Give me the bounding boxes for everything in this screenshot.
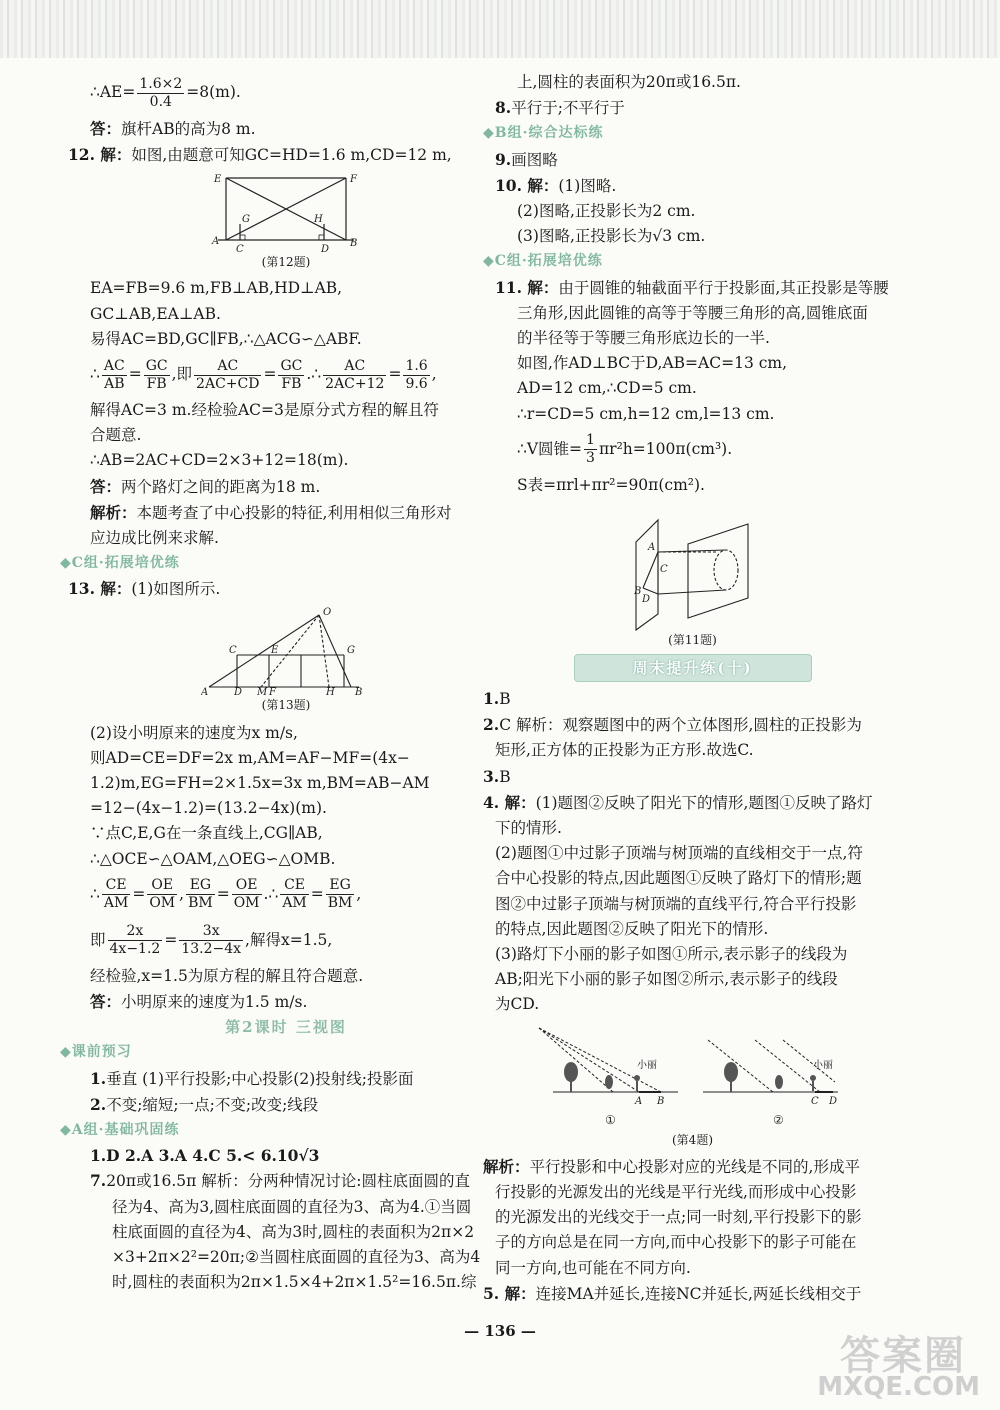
- text-line: 1.垂直 (1)平行投影;中心投影(2)投射线;投影面: [90, 1068, 414, 1088]
- text-line: 如图,作AD⊥BC于D,AB=AC=13 cm,: [517, 354, 788, 373]
- text-line: 图②中过影子顶端与树顶端的直线平行,符合平行投影: [495, 894, 857, 913]
- text-line: (3)路灯下小丽的影子如图①所示,表示影子的线段为: [495, 945, 848, 964]
- svg-text:B: B: [633, 586, 641, 598]
- right-column: [483, 70, 890, 1307]
- text-line: 三角形,因此圆锥的高等于等腰三角形的高,圆锥底面: [517, 303, 868, 322]
- text-line: 的半径等于等腰三角形底边长的一半.: [517, 329, 770, 348]
- svg-text:A: A: [212, 236, 220, 248]
- svg-text:D: D: [641, 594, 650, 606]
- text-line: ∴AB=2AC+CD=2×3+12=18(m).: [90, 451, 349, 470]
- text-line: ∴△OCE∽△OAM,△OEG∽△OMB.: [90, 849, 336, 868]
- figure-4-caption: (第4题): [672, 1132, 713, 1147]
- section-header: ◆C组·拓展培优练: [483, 253, 603, 270]
- text-line: 同一方向,也可能在不同方向.: [495, 1258, 691, 1277]
- figure-11-diagram: [618, 502, 768, 632]
- watermark-logo: 答案圈: [840, 1333, 966, 1379]
- text-line: 8.平行于;不平行于: [495, 98, 625, 118]
- text-line: 1.D 2.A 3.A 4.C 5.< 6.10√3: [90, 1146, 320, 1166]
- text-line: 1.B: [483, 689, 511, 709]
- svg-text:G: G: [242, 214, 250, 226]
- answer-line: 答：小明原来的速度为1.5 m/s.: [90, 992, 308, 1012]
- text-line: 下的情形.: [495, 819, 562, 838]
- text-line: 应边成比例来求解.: [90, 529, 219, 548]
- figure-4-diagram: [533, 1022, 853, 1132]
- section-header: ◆C组·拓展培优练: [60, 555, 180, 572]
- text-line: 行投影的光源发出的光线是平行光线,而形成中心投影: [495, 1182, 857, 1201]
- section-header: ◆B组·综合达标练: [483, 125, 604, 142]
- text-line: 2.C 解析：观察题图中的两个立体图形,圆柱的正投影为: [483, 715, 862, 735]
- text-line: 则AD=CE=DF=2x m,AM=AF−MF=(4x−: [90, 748, 410, 767]
- figure-4-person-label-2: 小丽: [812, 1059, 833, 1071]
- text-line: S表=πrl+πr²=90π(cm²).: [517, 475, 705, 494]
- text-line: 时,圆柱的表面积为2π×1.5×4+2π×1.5²=16.5π.综: [112, 1273, 477, 1292]
- page-number: — 136 —: [464, 1322, 536, 1340]
- text-line: 上,圆柱的表面积为20π或16.5π.: [517, 73, 741, 91]
- figure-11-caption: (第11题): [668, 633, 717, 648]
- figure-4-person-label-1: 小丽: [636, 1059, 657, 1071]
- text-line: 4. 解：(1)题图②反映了阳光下的情形,题图①反映了路灯: [483, 792, 873, 812]
- svg-text:D: D: [321, 244, 330, 255]
- text-line: ×3+2π×2²=20π;②当圆柱底面圆的直径为3、高为4: [112, 1248, 481, 1267]
- text-line: 径为4、高为3,圆柱底面圆的直径为3、高为4.①当圆: [112, 1197, 472, 1216]
- text-line: 10. 解：(1)图略.: [495, 175, 617, 195]
- text-line: 解得AC=3 m.经检验AC=3是原分式方程的解且符: [90, 401, 439, 420]
- svg-text:C: C: [810, 1095, 819, 1107]
- text-line: ∴AE= $\frac{1.6\times 2}{0.4}$ =8(m).: [90, 75, 241, 110]
- figure-4-caption-1: ①: [604, 1112, 616, 1127]
- text-line: 子的方向总是在同一方向,而中心投影下的影子可能在: [495, 1233, 857, 1252]
- text-line: =12−(4x−1.2)=(13.2−4x)(m).: [90, 799, 327, 818]
- lesson-title: 第2课时 三视图: [225, 1018, 347, 1037]
- fraction: $\frac{1.6\times 2}{0.4}$: [139, 75, 183, 110]
- answer-line: 答：两个路灯之间的距离为18 m.: [90, 476, 321, 496]
- left-column: [60, 70, 482, 1296]
- svg-text:A: A: [647, 542, 655, 554]
- svg-text:F: F: [269, 686, 276, 697]
- svg-text:A: A: [634, 1095, 642, 1107]
- text-line: (3)图略,正投影长为√3 cm.: [517, 227, 706, 246]
- text-line: AB;阳光下小丽的影子如图②所示,表示影子的线段: [495, 970, 838, 989]
- text-line: 经检验,x=1.5为原方程的解且符合题意.: [90, 966, 364, 985]
- figure-12-caption: (第12题): [261, 255, 311, 270]
- text-line: 为CD.: [495, 995, 540, 1014]
- figure-13-caption: (第13题): [261, 697, 311, 712]
- text-line: 易得AC=BD,GC∥FB,∴△ACG∽△ABF.: [90, 329, 362, 348]
- svg-text:M: M: [257, 686, 268, 697]
- text-line: GC⊥AB,EA⊥AB.: [90, 304, 221, 323]
- svg-text:F: F: [350, 174, 357, 186]
- svg-text:E: E: [214, 174, 222, 186]
- text-line: 2.不变;缩短;一点;不变;改变;线段: [90, 1094, 319, 1114]
- figure-12-diagram: [206, 172, 366, 254]
- text-line: ∴V圆锥= $\frac{1}{3}$ πr²h=100π(cm³).: [517, 432, 733, 467]
- text-line: 柱底面圆的直径为4、高为3时,圆柱的表面积为2π×2: [112, 1222, 475, 1241]
- watermark: [810, 1324, 988, 1402]
- answer-line: 答：旗杆AB的高为8 m.: [90, 119, 256, 138]
- svg-text:B: B: [355, 686, 363, 697]
- svg-text:D: D: [234, 686, 243, 697]
- analysis-line: 解析：本题考查了中心投影的特征,利用相似三角形对: [90, 502, 452, 522]
- text-line: 7.20π或16.5π 解析：分两种情况讨论:圆柱底面圆的直: [90, 1171, 470, 1191]
- text-line: 3.B: [483, 766, 511, 786]
- svg-text:C: C: [659, 564, 668, 576]
- text-line: (2)设小明原来的速度为x m/s,: [90, 723, 298, 742]
- text-line: ∴ $\frac{AC}{AB}$ = $\frac{GC}{FB}$ ,即 $\frac{AC}{2AC+CD}$ = $\frac{GC}{FB}$ .∴ $\frac{AC}{2AC+12}$ = $\frac{1.6}{9.6}$ ,: [90, 357, 437, 392]
- text-line: ∴r=CD=5 cm,h=12 cm,l=13 cm.: [517, 404, 775, 423]
- text-line: EA=FB=9.6 m,FB⊥AB,HD⊥AB,: [90, 279, 343, 298]
- text-line: 9.画图略: [495, 149, 558, 169]
- text-line: ∵点C,E,G在一条直线上,CG∥AB,: [90, 824, 323, 843]
- text-line: 即 $\frac{2x}{4x-1.2}$ = $\frac{3x}{13.2-4x}$ ,解得x=1.5,: [90, 923, 333, 958]
- svg-text:C: C: [236, 244, 244, 255]
- svg-text:B: B: [656, 1095, 664, 1107]
- text-line: ∴ $\frac{CE}{AM}$ = $\frac{OE}{OM}$ , $\frac{EG}{BM}$ = $\frac{OE}{OM}$ .∴ $\frac{CE}{AM}$ = $\frac{EG}{BM}$ ,: [90, 877, 362, 912]
- svg-text:B: B: [350, 238, 358, 250]
- svg-text:E: E: [271, 644, 279, 656]
- figure-4-caption-2: ②: [772, 1112, 784, 1127]
- svg-text:H: H: [314, 214, 323, 226]
- section-header: ◆A组·基础巩固练: [60, 1122, 180, 1139]
- chapter-banner: 周末提升练(十): [574, 654, 812, 682]
- text-line: (2)题图①中过影子顶端与树顶端的直线相交于一点,符: [495, 844, 863, 863]
- text-line: 的特点,因此题图②反映了阳光下的情形.: [495, 919, 769, 938]
- watermark-url: MXQE.COM: [817, 1372, 980, 1402]
- analysis-line: 解析：平行投影和中心投影对应的光线是不同的,形成平: [483, 1156, 860, 1176]
- top-decorative-band: [0, 0, 1000, 58]
- text-line: 合中心投影的特点,因此题图①反映了路灯下的情形;题: [495, 869, 862, 888]
- text-line: 11. 解：由于圆锥的轴截面平行于投影面,其正投影是等腰: [495, 277, 889, 297]
- text-line: 的光源发出的光线交于一点;同一时刻,平行投影下的影: [495, 1208, 862, 1227]
- svg-text:O: O: [323, 606, 332, 618]
- svg-text:A: A: [201, 686, 209, 697]
- text-line: 合题意.: [90, 426, 142, 445]
- text-line: 5. 解：连接MA并延长,连接NC并延长,两延长线相交于: [483, 1283, 862, 1303]
- svg-text:D: D: [828, 1095, 837, 1107]
- text-line: 1.2)m,EG=FH=2×1.5x=3x m,BM=AB−AM: [90, 774, 430, 793]
- svg-text:C: C: [229, 644, 237, 656]
- svg-text:G: G: [347, 644, 355, 656]
- problem-13: 13. 解：(1)如图所示.: [68, 579, 221, 599]
- figure-13-diagram: [201, 607, 371, 697]
- svg-text:H: H: [326, 686, 335, 697]
- text-line: AD=12 cm,∴CD=5 cm.: [517, 379, 697, 398]
- text-line: 矩形,正方体的正投影为正方形.故选C.: [495, 741, 754, 760]
- section-header: ◆课前预习: [60, 1044, 132, 1061]
- problem-12: 12. 解：如图,由题意可知GC=HD=1.6 m,CD=12 m,: [68, 145, 452, 165]
- text-line: (2)图略,正投影长为2 cm.: [517, 202, 696, 221]
